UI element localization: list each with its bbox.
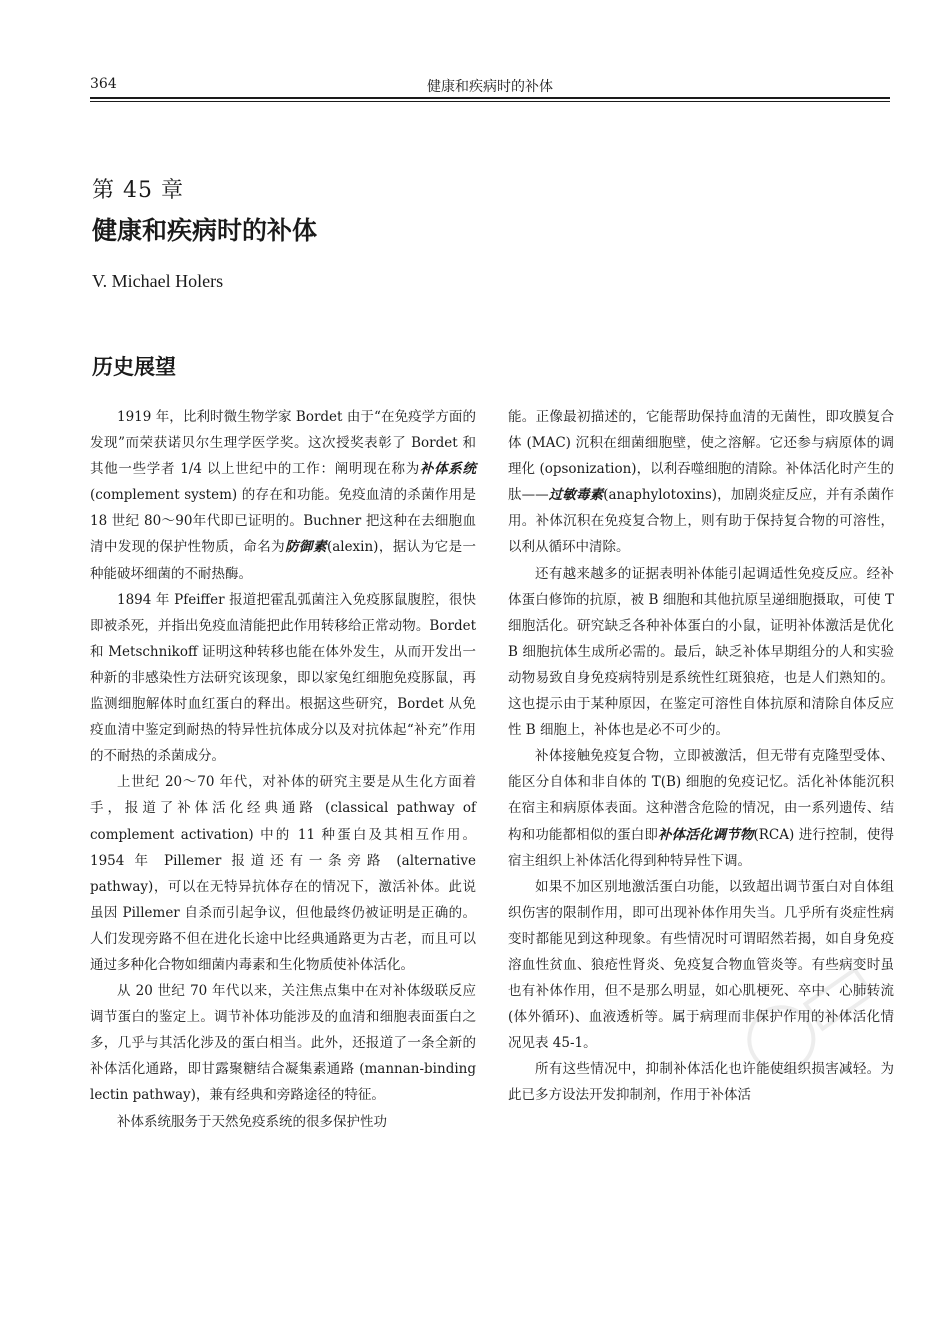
paragraph (508, 743, 894, 873)
header-rule-thick (90, 97, 890, 99)
section-heading: 历史展望 (92, 354, 176, 379)
paragraph: 还有越来越多的证据表明补体能引起调适性免疫反应。经补体蛋白修饰的抗原，被 B 细胞和其他抗原呈递细胞摄取，可使 T 细胞活化。研究缺乏各种补体蛋白的小鼠，证明补体激活是优化 B 细胞抗体生成所必需的。最后，缺乏补体早期组分的人和实验动物易致自身免疫病特别是系统性红斑狼疮，也是人们熟知的。这也提示由于某种原因，在鉴定可溶性自体抗原和清除自体反应性 B 细胞上，补体也是必不可少的。 (508, 565, 894, 739)
paragraph: 从 20 世纪 70 年代以来，关注焦点集中在对补体级联反应调节蛋白的鉴定上。调节补体功能涉及的血清和细胞表面蛋白之多，几乎与其活化涉及的蛋白相当。此外，还报道了一条全新的补体活化通路，即甘露聚糖结合凝集素通路 (mannan-binding lectin pathway)，兼有经典和旁路途径的特征。 (90, 983, 476, 1104)
paragraph (90, 404, 476, 587)
chapter-number: 第 45 章 (92, 178, 184, 203)
text-run: 能。正像最初描述的，它能帮助保持血清的无菌性，即攻膜复合体 (MAC) 沉积在细菌细胞壁，使之溶解。它还参与病原体的调理化 (opsonization)，以利吞噬细胞的清除。补体活化时产生的肽—— (508, 409, 894, 504)
key-term: 补体系统 (419, 461, 477, 478)
paragraph: 1894 年 Pfeiffer 报道把霍乱弧菌注入免疫豚鼠腹腔，很快即被杀死，并指出免疫血清能把此作用转移给正常动物。Bordet 和 Metschnikoff 证明这种转移也能在体外发生，从而开发出一种新的非感染性方法研究该现象，即以家兔红细胞免疫豚鼠，再监测细胞解体时血红蛋白的释出。根据这些研究，Bordet 从免疫血清中鉴定到耐热的特异性抗体成分以及对抗体起“补充”作用的不耐热的杀菌成分。 (90, 591, 476, 765)
paragraph: 上世纪 20～70 年代，对补体的研究主要是从生化方面着手，报道了补体活化经典通路 (classical pathway of complement activation) 中的 11 种蛋白及其相互作用。1954 年 Pillemer 报道还有一条旁路 (alternative pathway)，可以在无特异抗体存在的情况下，激活补体。此说虽因 Pillemer 自杀而引起争议，但他最终仍被证明是正确的。人们发现旁路不但在进化长途中比经典通路更为古老，而且可以通过多种化合物如细菌内毒素和生化物质使补体活化。 (90, 774, 476, 973)
text-run: (anaphylotoxins)，加剧炎症反应，并有杀菌作用。补体沉积在免疫复合物上，则有助于保持复合物的可溶性，以利从循环中清除。 (508, 487, 895, 556)
key-term: 防御素 (285, 539, 327, 556)
page-number: 364 (90, 76, 117, 92)
paragraph: 如果不加区别地激活蛋白功能，以致超出调节蛋白对自体组织伤害的限制作用，即可出现补体作用失当。几乎所有炎症性病变时都能见到这种现象。有些情况时可谓昭然若揭，如自身免疫溶血性贫血、狼疮性肾炎、免疫复合物血管炎等。有些病变时虽也有补体作用，但不是那么明显，如心肌梗死、卒中、心肺转流 (体外循环)、血液透析等。属于病理而非保护作用的补体活化情况见表 45-1。 (508, 878, 894, 1052)
left-column (90, 404, 476, 1135)
paragraph: 补体系统服务于天然免疫系统的很多保护性功 (117, 1113, 387, 1130)
chapter-title: 健康和疾病时的补体 (92, 216, 318, 245)
text-run: 1919 年，比利时微生物学家 Bordet 由于“在免疫学方面的发现”而荣获诺贝尔生理学医学奖。这次授奖表彰了 Bordet 和其他一些学者 1/4 以上世纪中的工作：阐明现在称为 (90, 409, 476, 478)
text-run: 补体接触免疫复合物，立即被激活，但无带有克隆型受体、能区分自体和非自体的 T(B) 细胞的免疫记忆。活化补体能沉积在宿主和病原体表面。这种潜含危险的情况，由一系列遗传、结构和功能都相似的蛋白即 (508, 748, 894, 843)
key-term: 过敏毒素 (548, 487, 604, 504)
text-run: (RCA) 进行控制，使得宿主组织上补体活化得到种特异性下调。 (508, 826, 895, 869)
header-rule-thin (90, 101, 890, 102)
paragraph (508, 404, 894, 561)
text-run: (alexin)，据认为它是一种能破坏细菌的不耐热酶。 (90, 539, 477, 582)
running-title: 健康和疾病时的补体 (427, 79, 553, 95)
author-name: V. Michael Holers (92, 271, 224, 291)
text-run: (complement system) 的存在和功能。免疫血清的杀菌作用是 18 世纪 80～90年代即已证明的。Buchner 把这种在去细胞血清中发现的保护性物质，命名为 (90, 487, 476, 556)
key-term: 补体活化调节物 (658, 826, 754, 843)
paragraph: 所有这些情况中，抑制补体活化也许能使组织损害减轻。为此已多方设法开发抑制剂，作用于补体活 (508, 1061, 894, 1104)
running-header (90, 76, 890, 96)
